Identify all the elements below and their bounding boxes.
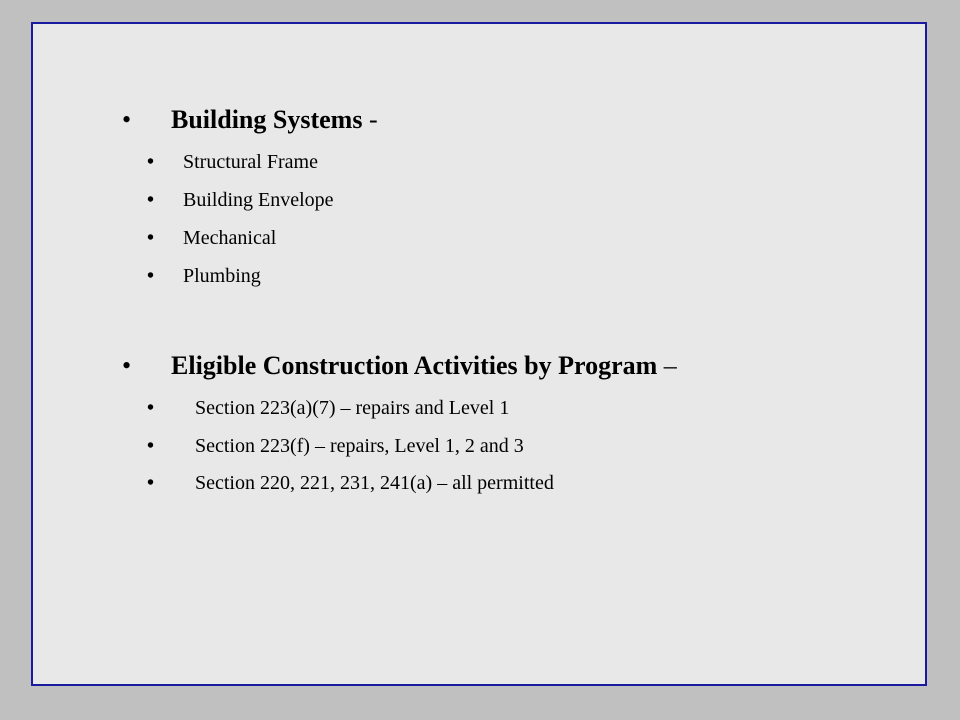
list-item-label: Section 220, 221, 231, 241(a) – all permitted bbox=[195, 472, 554, 494]
list-item-label: Plumbing bbox=[183, 265, 261, 287]
bullet-icon: • bbox=[147, 189, 155, 211]
bullet-icon: • bbox=[147, 472, 155, 494]
list-item-label: Section 223(f) – repairs, Level 1, 2 and 3 bbox=[195, 435, 524, 457]
heading-label: Building Systems bbox=[171, 105, 363, 134]
list-item-label: Mechanical bbox=[183, 227, 277, 249]
heading-label: Eligible Construction Activities by Program bbox=[171, 351, 658, 380]
list-item-label: Building Envelope bbox=[183, 189, 334, 211]
slide bbox=[31, 22, 927, 686]
bullet-icon: • bbox=[147, 151, 155, 173]
bullet-icon: • bbox=[147, 227, 155, 249]
bullet-icon: • bbox=[147, 265, 155, 287]
list-item-label: Structural Frame bbox=[183, 151, 318, 173]
bullet-icon: • bbox=[122, 105, 132, 134]
bullet-icon: • bbox=[147, 397, 155, 419]
bullet-icon: • bbox=[147, 435, 155, 457]
list-item-label: Section 223(a)(7) – repairs and Level 1 bbox=[195, 397, 510, 419]
heading-separator: – bbox=[657, 351, 677, 380]
heading-separator: - bbox=[362, 105, 378, 134]
bullet-icon: • bbox=[122, 351, 132, 380]
